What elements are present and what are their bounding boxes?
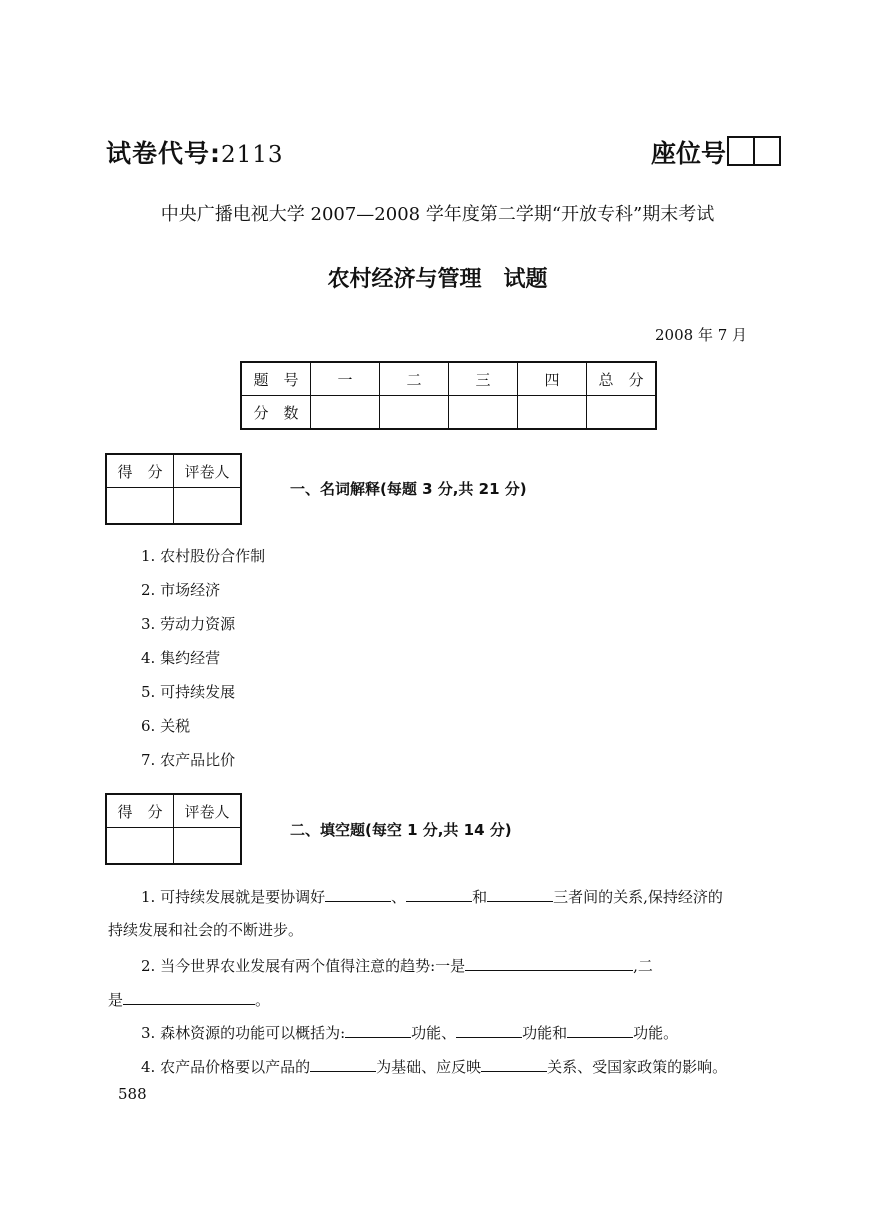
answer-blank[interactable] [487, 887, 553, 902]
question-2-continued [108, 989, 778, 1011]
list-item: 6. 关税 [141, 717, 191, 735]
answer-blank[interactable] [456, 1023, 522, 1038]
seat-box-cell[interactable] [755, 138, 779, 164]
question-text: 和 [472, 888, 488, 906]
grader-name-cell[interactable] [174, 488, 242, 525]
score-cell[interactable] [587, 396, 657, 430]
score-table-row-label: 分 数 [241, 396, 311, 430]
score-cell[interactable] [518, 396, 587, 430]
answer-blank[interactable] [310, 1057, 376, 1072]
list-item: 4. 集约经营 [141, 649, 221, 667]
question-4 [141, 1056, 781, 1078]
exam-code [106, 134, 284, 170]
grader-score-label: 得 分 [106, 454, 174, 488]
question-1 [141, 886, 781, 908]
grader-score-cell[interactable] [106, 488, 174, 525]
question-text: ,二 [633, 957, 653, 975]
question-2 [141, 955, 781, 977]
list-item: 1. 农村股份合作制 [141, 547, 266, 565]
question-text: 1. 可持续发展就是要协调好 [141, 888, 326, 906]
exam-date: 2008 年 7 月 [655, 326, 748, 344]
list-item: 2. 市场经济 [141, 581, 221, 599]
question-text: 功能和 [522, 1024, 568, 1042]
score-table-header: 四 [518, 362, 587, 396]
question-text: 功能、 [411, 1024, 457, 1042]
answer-blank[interactable] [567, 1023, 633, 1038]
question-text: 。 [255, 991, 271, 1009]
answer-blank[interactable] [406, 887, 472, 902]
grader-name-cell[interactable] [174, 828, 242, 865]
score-table-header: 二 [380, 362, 449, 396]
question-text: 、 [391, 888, 407, 906]
question-text: 4. 农产品价格要以产品的 [141, 1058, 311, 1076]
score-table-header: 三 [449, 362, 518, 396]
question-text: 功能。 [633, 1024, 679, 1042]
question-3 [141, 1022, 781, 1044]
seat-box-cell[interactable] [729, 138, 755, 164]
score-table-header: 题 号 [241, 362, 311, 396]
seat-number-box[interactable] [727, 136, 781, 166]
seat-number-label: 座位号 [651, 139, 727, 168]
subject-title: 农村经济与管理 试题 [327, 267, 548, 292]
answer-blank[interactable] [325, 887, 391, 902]
question-text: 3. 森林资源的功能可以概括为: [141, 1024, 346, 1042]
question-text: 三者间的关系,保持经济的 [553, 888, 723, 906]
answer-blank[interactable] [481, 1057, 547, 1072]
exam-code-label: 试卷代号: [106, 139, 221, 168]
grader-score-cell[interactable] [106, 828, 174, 865]
question-text: 2. 当今世界农业发展有两个值得注意的趋势:一是 [141, 957, 466, 975]
question-text: 是 [108, 991, 124, 1009]
page-number: 588 [118, 1085, 147, 1103]
question-text: 关系、受国家政策的影响。 [547, 1058, 728, 1076]
question-text: 为基础、应反映 [376, 1058, 482, 1076]
score-cell[interactable] [311, 396, 380, 430]
score-table-header: 一 [311, 362, 380, 396]
grader-name-label: 评卷人 [174, 454, 242, 488]
grader-name-label: 评卷人 [174, 794, 242, 828]
answer-blank[interactable] [123, 990, 255, 1005]
exam-title: 中央广播电视大学 2007—2008 学年度第二学期“开放专科”期末考试 [160, 204, 715, 225]
list-item: 3. 劳动力资源 [141, 615, 236, 633]
section2-title: 二、填空题(每空 1 分,共 14 分) [290, 821, 512, 839]
score-cell[interactable] [380, 396, 449, 430]
answer-blank[interactable] [345, 1023, 411, 1038]
grader-box-2 [105, 793, 242, 865]
score-table-header: 总 分 [587, 362, 657, 396]
score-cell[interactable] [449, 396, 518, 430]
section1-title: 一、名词解释(每题 3 分,共 21 分) [290, 480, 527, 498]
answer-blank[interactable] [465, 956, 633, 971]
score-table [240, 361, 657, 430]
list-item: 7. 农产品比价 [141, 751, 236, 769]
grader-score-label: 得 分 [106, 794, 174, 828]
exam-code-value: 2113 [221, 142, 284, 168]
grader-box-1 [105, 453, 242, 525]
list-item: 5. 可持续发展 [141, 683, 236, 701]
question-1-continued: 持续发展和社会的不断进步。 [108, 921, 304, 939]
